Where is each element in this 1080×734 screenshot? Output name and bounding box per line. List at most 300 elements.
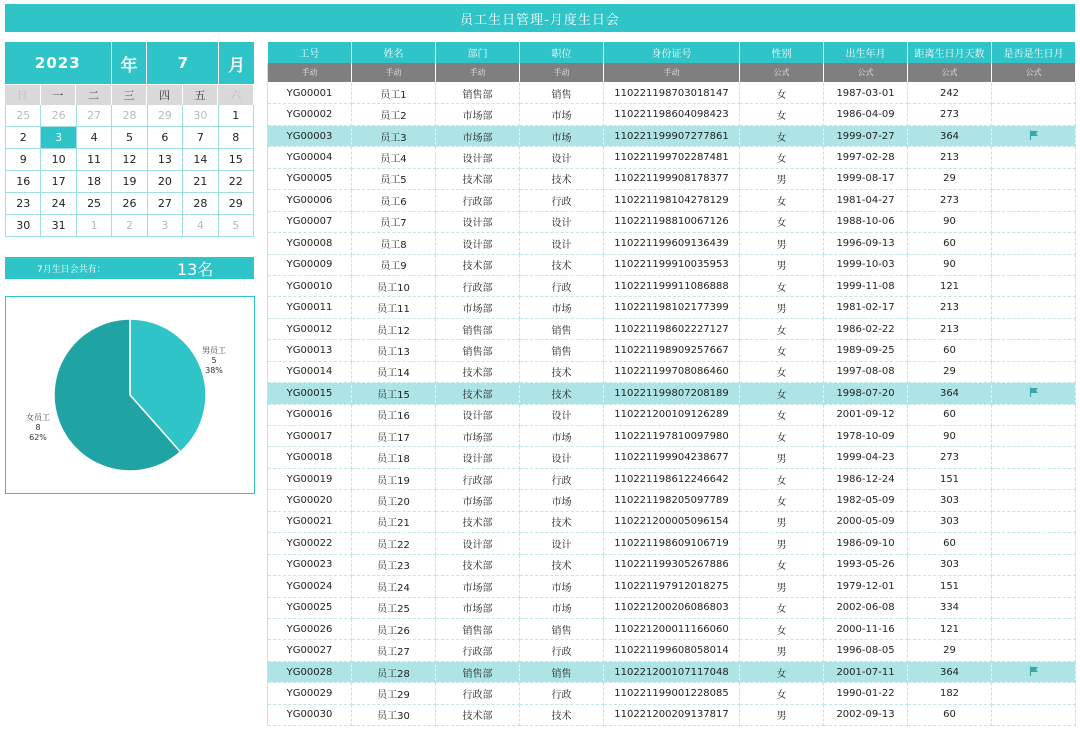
table-cell[interactable]: 女	[740, 275, 824, 296]
table-cell[interactable]: 2002-09-13	[824, 704, 908, 725]
table-cell[interactable]: 女	[740, 361, 824, 382]
table-cell[interactable]: 121	[908, 618, 992, 639]
table-row[interactable]	[268, 554, 1076, 575]
table-cell[interactable]: YG00004	[268, 147, 352, 168]
table-cell[interactable]: 1981-04-27	[824, 190, 908, 211]
calendar-day[interactable]: 6	[148, 127, 183, 149]
table-row[interactable]	[268, 404, 1076, 425]
table-cell[interactable]: 技术	[520, 704, 604, 725]
table-row[interactable]	[268, 597, 1076, 618]
table-cell[interactable]: 市场部	[436, 125, 520, 146]
calendar-day[interactable]: 7	[183, 127, 218, 149]
table-cell[interactable]: YG00014	[268, 361, 352, 382]
table-cell[interactable]: 销售	[520, 83, 604, 104]
table-cell[interactable]: 110221198102177399	[604, 297, 740, 318]
table-cell[interactable]: 市场部	[436, 426, 520, 447]
table-cell[interactable]: 市场	[520, 297, 604, 318]
table-row[interactable]	[268, 490, 1076, 511]
table-cell[interactable]: 设计	[520, 211, 604, 232]
calendar-day[interactable]: 9	[6, 149, 41, 171]
table-row[interactable]	[268, 254, 1076, 275]
birthday-month-cell[interactable]	[992, 318, 1076, 339]
table-cell[interactable]: 市场	[520, 125, 604, 146]
birthday-month-cell[interactable]	[992, 297, 1076, 318]
table-cell[interactable]: 设计	[520, 147, 604, 168]
table-cell[interactable]: YG00028	[268, 661, 352, 682]
table-cell[interactable]: 员工27	[352, 640, 436, 661]
table-cell[interactable]: 女	[740, 597, 824, 618]
birthday-month-cell[interactable]	[992, 340, 1076, 361]
calendar-day[interactable]: 2	[6, 127, 41, 149]
table-cell[interactable]: 110221199609136439	[604, 233, 740, 254]
table-cell[interactable]: 市场	[520, 426, 604, 447]
birthday-month-cell[interactable]	[992, 554, 1076, 575]
table-row[interactable]	[268, 447, 1076, 468]
table-cell[interactable]: 男	[740, 533, 824, 554]
table-cell[interactable]: 男	[740, 704, 824, 725]
table-cell[interactable]: 273	[908, 447, 992, 468]
table-cell[interactable]: 110221197912018275	[604, 576, 740, 597]
table-row[interactable]	[268, 104, 1076, 125]
table-row[interactable]	[268, 297, 1076, 318]
table-cell[interactable]: 1998-07-20	[824, 383, 908, 404]
table-cell[interactable]: 员工14	[352, 361, 436, 382]
table-cell[interactable]: 2000-05-09	[824, 511, 908, 532]
table-cell[interactable]: 男	[740, 233, 824, 254]
table-cell[interactable]: 110221198703018147	[604, 83, 740, 104]
calendar-day[interactable]: 10	[41, 149, 76, 171]
table-cell[interactable]: 女	[740, 190, 824, 211]
table-cell[interactable]: 技术部	[436, 254, 520, 275]
calendar-day[interactable]: 21	[183, 171, 218, 193]
birthday-month-cell[interactable]	[992, 490, 1076, 511]
calendar-day[interactable]: 27	[77, 105, 112, 127]
table-cell[interactable]: 364	[908, 125, 992, 146]
calendar-day[interactable]: 1	[77, 215, 112, 237]
calendar-day[interactable]: 28	[183, 193, 218, 215]
table-cell[interactable]: 技术部	[436, 511, 520, 532]
birthday-month-cell[interactable]	[992, 361, 1076, 382]
calendar-day[interactable]: 25	[77, 193, 112, 215]
table-cell[interactable]: 1982-05-09	[824, 490, 908, 511]
calendar-day[interactable]: 16	[6, 171, 41, 193]
table-cell[interactable]: 女	[740, 340, 824, 361]
table-row[interactable]	[268, 211, 1076, 232]
calendar-day[interactable]: 24	[41, 193, 76, 215]
table-cell[interactable]: 110221198104278129	[604, 190, 740, 211]
birthday-month-cell[interactable]	[992, 661, 1076, 682]
table-cell[interactable]: 110221198810067126	[604, 211, 740, 232]
table-cell[interactable]: 技术	[520, 361, 604, 382]
table-cell[interactable]: 员工3	[352, 125, 436, 146]
table-cell[interactable]: 员工25	[352, 597, 436, 618]
table-cell[interactable]: 行政部	[436, 683, 520, 704]
table-cell[interactable]: 男	[740, 297, 824, 318]
table-cell[interactable]: 110221199907277861	[604, 125, 740, 146]
table-cell[interactable]: 销售部	[436, 618, 520, 639]
table-cell[interactable]: 技术部	[436, 383, 520, 404]
table-cell[interactable]: 员工1	[352, 83, 436, 104]
column-header[interactable]: 部门	[436, 42, 520, 63]
month-cell[interactable]: 7	[147, 42, 219, 84]
table-row[interactable]	[268, 361, 1076, 382]
table-cell[interactable]: YG00019	[268, 468, 352, 489]
table-cell[interactable]: 1997-08-08	[824, 361, 908, 382]
calendar-day[interactable]: 19	[112, 171, 147, 193]
birthday-month-cell[interactable]	[992, 190, 1076, 211]
calendar-day[interactable]: 20	[148, 171, 183, 193]
table-row[interactable]	[268, 468, 1076, 489]
table-cell[interactable]: 女	[740, 661, 824, 682]
table-cell[interactable]: YG00027	[268, 640, 352, 661]
table-cell[interactable]: 29	[908, 361, 992, 382]
calendar-day[interactable]: 4	[77, 127, 112, 149]
table-cell[interactable]: 员工11	[352, 297, 436, 318]
table-cell[interactable]: YG00024	[268, 576, 352, 597]
table-cell[interactable]: 设计部	[436, 147, 520, 168]
table-row[interactable]	[268, 576, 1076, 597]
table-cell[interactable]: YG00012	[268, 318, 352, 339]
table-cell[interactable]: 2000-11-16	[824, 618, 908, 639]
birthday-month-cell[interactable]	[992, 168, 1076, 189]
table-row[interactable]	[268, 511, 1076, 532]
table-cell[interactable]: YG00011	[268, 297, 352, 318]
year-cell[interactable]: 2023	[5, 42, 112, 84]
table-cell[interactable]: 110221199608058014	[604, 640, 740, 661]
table-cell[interactable]: 销售	[520, 618, 604, 639]
table-cell[interactable]: 设计	[520, 447, 604, 468]
table-cell[interactable]: 设计部	[436, 533, 520, 554]
calendar-day[interactable]: 29	[148, 105, 183, 127]
table-cell[interactable]: 市场部	[436, 297, 520, 318]
table-cell[interactable]: 110221198609106719	[604, 533, 740, 554]
table-cell[interactable]: 1999-04-23	[824, 447, 908, 468]
table-cell[interactable]: YG00023	[268, 554, 352, 575]
table-cell[interactable]: 60	[908, 340, 992, 361]
table-cell[interactable]: 110221200209137817	[604, 704, 740, 725]
table-cell[interactable]: YG00008	[268, 233, 352, 254]
birthday-month-cell[interactable]	[992, 640, 1076, 661]
table-cell[interactable]: YG00030	[268, 704, 352, 725]
table-cell[interactable]: 设计	[520, 404, 604, 425]
table-cell[interactable]: 女	[740, 404, 824, 425]
table-cell[interactable]: 女	[740, 426, 824, 447]
table-cell[interactable]: 技术部	[436, 704, 520, 725]
table-cell[interactable]: 销售部	[436, 340, 520, 361]
table-cell[interactable]: 员工24	[352, 576, 436, 597]
table-cell[interactable]: 男	[740, 447, 824, 468]
birthday-month-cell[interactable]	[992, 426, 1076, 447]
table-cell[interactable]: YG00013	[268, 340, 352, 361]
table-cell[interactable]: 设计部	[436, 404, 520, 425]
table-cell[interactable]: 男	[740, 640, 824, 661]
table-cell[interactable]: 213	[908, 297, 992, 318]
table-cell[interactable]: 110221198909257667	[604, 340, 740, 361]
table-cell[interactable]: 男	[740, 576, 824, 597]
table-cell[interactable]: 员工13	[352, 340, 436, 361]
table-cell[interactable]: 110221199904238677	[604, 447, 740, 468]
table-cell[interactable]: 90	[908, 254, 992, 275]
calendar-day[interactable]: 31	[41, 215, 76, 237]
table-cell[interactable]: 60	[908, 404, 992, 425]
table-cell[interactable]: 技术	[520, 554, 604, 575]
table-cell[interactable]: YG00029	[268, 683, 352, 704]
table-cell[interactable]: 90	[908, 211, 992, 232]
table-cell[interactable]: 员工26	[352, 618, 436, 639]
table-row[interactable]	[268, 168, 1076, 189]
table-cell[interactable]: 员工6	[352, 190, 436, 211]
table-cell[interactable]: 行政	[520, 275, 604, 296]
table-cell[interactable]: 273	[908, 190, 992, 211]
table-cell[interactable]: 110221199001228085	[604, 683, 740, 704]
table-cell[interactable]: 男	[740, 254, 824, 275]
calendar-day[interactable]: 26	[41, 105, 76, 127]
table-cell[interactable]: 行政	[520, 468, 604, 489]
birthday-month-cell[interactable]	[992, 254, 1076, 275]
table-cell[interactable]: 1978-10-09	[824, 426, 908, 447]
birthday-month-cell[interactable]	[992, 576, 1076, 597]
table-row[interactable]	[268, 147, 1076, 168]
calendar-day[interactable]: 23	[6, 193, 41, 215]
table-cell[interactable]: YG00001	[268, 83, 352, 104]
table-cell[interactable]: 销售部	[436, 318, 520, 339]
table-cell[interactable]: 女	[740, 147, 824, 168]
table-cell[interactable]: 销售部	[436, 661, 520, 682]
birthday-month-cell[interactable]	[992, 447, 1076, 468]
calendar-day[interactable]: 12	[112, 149, 147, 171]
table-cell[interactable]: YG00022	[268, 533, 352, 554]
table-cell[interactable]: YG00006	[268, 190, 352, 211]
table-cell[interactable]: 设计部	[436, 447, 520, 468]
table-cell[interactable]: 技术	[520, 254, 604, 275]
table-cell[interactable]: 行政	[520, 190, 604, 211]
table-cell[interactable]: 1999-11-08	[824, 275, 908, 296]
calendar-day[interactable]: 25	[6, 105, 41, 127]
calendar-day[interactable]: 28	[112, 105, 147, 127]
column-header[interactable]: 职位	[520, 42, 604, 63]
table-cell[interactable]: 男	[740, 511, 824, 532]
birthday-month-cell[interactable]	[992, 383, 1076, 404]
table-cell[interactable]: 151	[908, 468, 992, 489]
table-cell[interactable]: 1986-04-09	[824, 104, 908, 125]
table-cell[interactable]: 1993-05-26	[824, 554, 908, 575]
table-cell[interactable]: 273	[908, 104, 992, 125]
table-cell[interactable]: 110221200011166060	[604, 618, 740, 639]
table-cell[interactable]: 1988-10-06	[824, 211, 908, 232]
birthday-month-cell[interactable]	[992, 618, 1076, 639]
table-cell[interactable]: 364	[908, 661, 992, 682]
birthday-month-cell[interactable]	[992, 597, 1076, 618]
table-cell[interactable]: 男	[740, 168, 824, 189]
table-cell[interactable]: 110221199807208189	[604, 383, 740, 404]
table-cell[interactable]: YG00016	[268, 404, 352, 425]
column-header[interactable]: 是否是生日月	[992, 42, 1076, 63]
table-cell[interactable]: 110221199702287481	[604, 147, 740, 168]
table-cell[interactable]: 182	[908, 683, 992, 704]
column-header[interactable]: 性别	[740, 42, 824, 63]
birthday-month-cell[interactable]	[992, 125, 1076, 146]
table-cell[interactable]: 市场	[520, 576, 604, 597]
table-cell[interactable]: 151	[908, 576, 992, 597]
birthday-month-cell[interactable]	[992, 211, 1076, 232]
table-cell[interactable]: 市场部	[436, 490, 520, 511]
table-cell[interactable]: 技术	[520, 383, 604, 404]
table-cell[interactable]: 110221199908178377	[604, 168, 740, 189]
table-row[interactable]	[268, 640, 1076, 661]
table-cell[interactable]: 213	[908, 147, 992, 168]
table-row[interactable]	[268, 190, 1076, 211]
table-cell[interactable]: 员工23	[352, 554, 436, 575]
table-cell[interactable]: YG00002	[268, 104, 352, 125]
table-cell[interactable]: 员工17	[352, 426, 436, 447]
table-cell[interactable]: 行政	[520, 640, 604, 661]
birthday-month-cell[interactable]	[992, 275, 1076, 296]
table-cell[interactable]: 女	[740, 468, 824, 489]
calendar-day[interactable]: 1	[219, 105, 254, 127]
calendar-day[interactable]: 30	[183, 105, 218, 127]
table-cell[interactable]: 市场部	[436, 104, 520, 125]
calendar-day[interactable]: 5	[112, 127, 147, 149]
table-cell[interactable]: 110221200107117048	[604, 661, 740, 682]
table-row[interactable]	[268, 340, 1076, 361]
table-cell[interactable]: 110221198205097789	[604, 490, 740, 511]
table-cell[interactable]: 员工19	[352, 468, 436, 489]
table-cell[interactable]: 1997-02-28	[824, 147, 908, 168]
table-cell[interactable]: 员工16	[352, 404, 436, 425]
table-cell[interactable]: 242	[908, 83, 992, 104]
table-cell[interactable]: 市场	[520, 490, 604, 511]
table-cell[interactable]: 1986-09-10	[824, 533, 908, 554]
table-cell[interactable]: 1999-07-27	[824, 125, 908, 146]
table-row[interactable]	[268, 125, 1076, 146]
calendar-day[interactable]: 5	[219, 215, 254, 237]
table-cell[interactable]: YG00018	[268, 447, 352, 468]
calendar-day[interactable]: 27	[148, 193, 183, 215]
calendar-day[interactable]: 2	[112, 215, 147, 237]
table-cell[interactable]: 女	[740, 318, 824, 339]
table-cell[interactable]: 1981-02-17	[824, 297, 908, 318]
table-cell[interactable]: 市场部	[436, 576, 520, 597]
calendar-day[interactable]: 26	[112, 193, 147, 215]
table-cell[interactable]: 市场	[520, 104, 604, 125]
birthday-month-cell[interactable]	[992, 404, 1076, 425]
table-cell[interactable]: 员工4	[352, 147, 436, 168]
table-cell[interactable]: 1990-01-22	[824, 683, 908, 704]
calendar-day[interactable]: 17	[41, 171, 76, 193]
table-cell[interactable]: 110221199708086460	[604, 361, 740, 382]
table-cell[interactable]: 技术	[520, 511, 604, 532]
table-cell[interactable]: 员工9	[352, 254, 436, 275]
birthday-month-cell[interactable]	[992, 104, 1076, 125]
table-cell[interactable]: YG00020	[268, 490, 352, 511]
column-header[interactable]: 工号	[268, 42, 352, 63]
table-cell[interactable]: 1999-08-17	[824, 168, 908, 189]
table-cell[interactable]: YG00007	[268, 211, 352, 232]
table-cell[interactable]: 110221198602227127	[604, 318, 740, 339]
table-cell[interactable]: 员工2	[352, 104, 436, 125]
table-cell[interactable]: 销售	[520, 661, 604, 682]
table-row[interactable]	[268, 275, 1076, 296]
table-cell[interactable]: YG00003	[268, 125, 352, 146]
table-cell[interactable]: 销售部	[436, 83, 520, 104]
table-cell[interactable]: 员工8	[352, 233, 436, 254]
table-cell[interactable]: 303	[908, 554, 992, 575]
table-row[interactable]	[268, 618, 1076, 639]
table-cell[interactable]: 女	[740, 125, 824, 146]
table-cell[interactable]: 121	[908, 275, 992, 296]
table-cell[interactable]: 女	[740, 83, 824, 104]
table-cell[interactable]: 2002-06-08	[824, 597, 908, 618]
table-cell[interactable]: 1996-09-13	[824, 233, 908, 254]
table-cell[interactable]: 设计	[520, 233, 604, 254]
table-cell[interactable]: 2001-09-12	[824, 404, 908, 425]
table-row[interactable]	[268, 383, 1076, 404]
table-cell[interactable]: 60	[908, 533, 992, 554]
table-cell[interactable]: 行政部	[436, 275, 520, 296]
table-cell[interactable]: 行政部	[436, 468, 520, 489]
table-cell[interactable]: 女	[740, 618, 824, 639]
table-cell[interactable]: 110221199305267886	[604, 554, 740, 575]
birthday-month-cell[interactable]	[992, 511, 1076, 532]
table-cell[interactable]: 设计部	[436, 211, 520, 232]
column-header[interactable]: 姓名	[352, 42, 436, 63]
table-cell[interactable]: 员工5	[352, 168, 436, 189]
table-cell[interactable]: 2001-07-11	[824, 661, 908, 682]
table-cell[interactable]: 技术部	[436, 554, 520, 575]
table-cell[interactable]: YG00021	[268, 511, 352, 532]
table-cell[interactable]: 29	[908, 168, 992, 189]
table-cell[interactable]: 员工30	[352, 704, 436, 725]
table-cell[interactable]: 1986-02-22	[824, 318, 908, 339]
table-cell[interactable]: 334	[908, 597, 992, 618]
birthday-month-cell[interactable]	[992, 83, 1076, 104]
table-cell[interactable]: 60	[908, 233, 992, 254]
table-cell[interactable]: 市场部	[436, 597, 520, 618]
table-cell[interactable]: 员工7	[352, 211, 436, 232]
table-cell[interactable]: 女	[740, 683, 824, 704]
table-cell[interactable]: 110221200206086803	[604, 597, 740, 618]
table-cell[interactable]: 1989-09-25	[824, 340, 908, 361]
table-cell[interactable]: 员工20	[352, 490, 436, 511]
table-cell[interactable]: 员工29	[352, 683, 436, 704]
calendar-day[interactable]: 11	[77, 149, 112, 171]
table-row[interactable]	[268, 533, 1076, 554]
birthday-month-cell[interactable]	[992, 683, 1076, 704]
table-cell[interactable]: 行政部	[436, 640, 520, 661]
table-cell[interactable]: 110221198604098423	[604, 104, 740, 125]
table-cell[interactable]: 213	[908, 318, 992, 339]
table-cell[interactable]: 女	[740, 554, 824, 575]
calendar-day[interactable]: 13	[148, 149, 183, 171]
table-cell[interactable]: 技术部	[436, 361, 520, 382]
table-cell[interactable]: 303	[908, 490, 992, 511]
table-cell[interactable]: 员工15	[352, 383, 436, 404]
birthday-month-cell[interactable]	[992, 233, 1076, 254]
table-cell[interactable]: 销售	[520, 340, 604, 361]
table-cell[interactable]: YG00009	[268, 254, 352, 275]
table-cell[interactable]: 技术部	[436, 168, 520, 189]
table-row[interactable]	[268, 233, 1076, 254]
table-cell[interactable]: 销售	[520, 318, 604, 339]
table-cell[interactable]: 女	[740, 383, 824, 404]
table-row[interactable]	[268, 426, 1076, 447]
table-row[interactable]	[268, 704, 1076, 725]
calendar-day-today[interactable]: 3	[41, 127, 76, 149]
table-cell[interactable]: 110221199910035953	[604, 254, 740, 275]
table-cell[interactable]: 1987-03-01	[824, 83, 908, 104]
table-cell[interactable]: YG00005	[268, 168, 352, 189]
table-cell[interactable]: 技术	[520, 168, 604, 189]
